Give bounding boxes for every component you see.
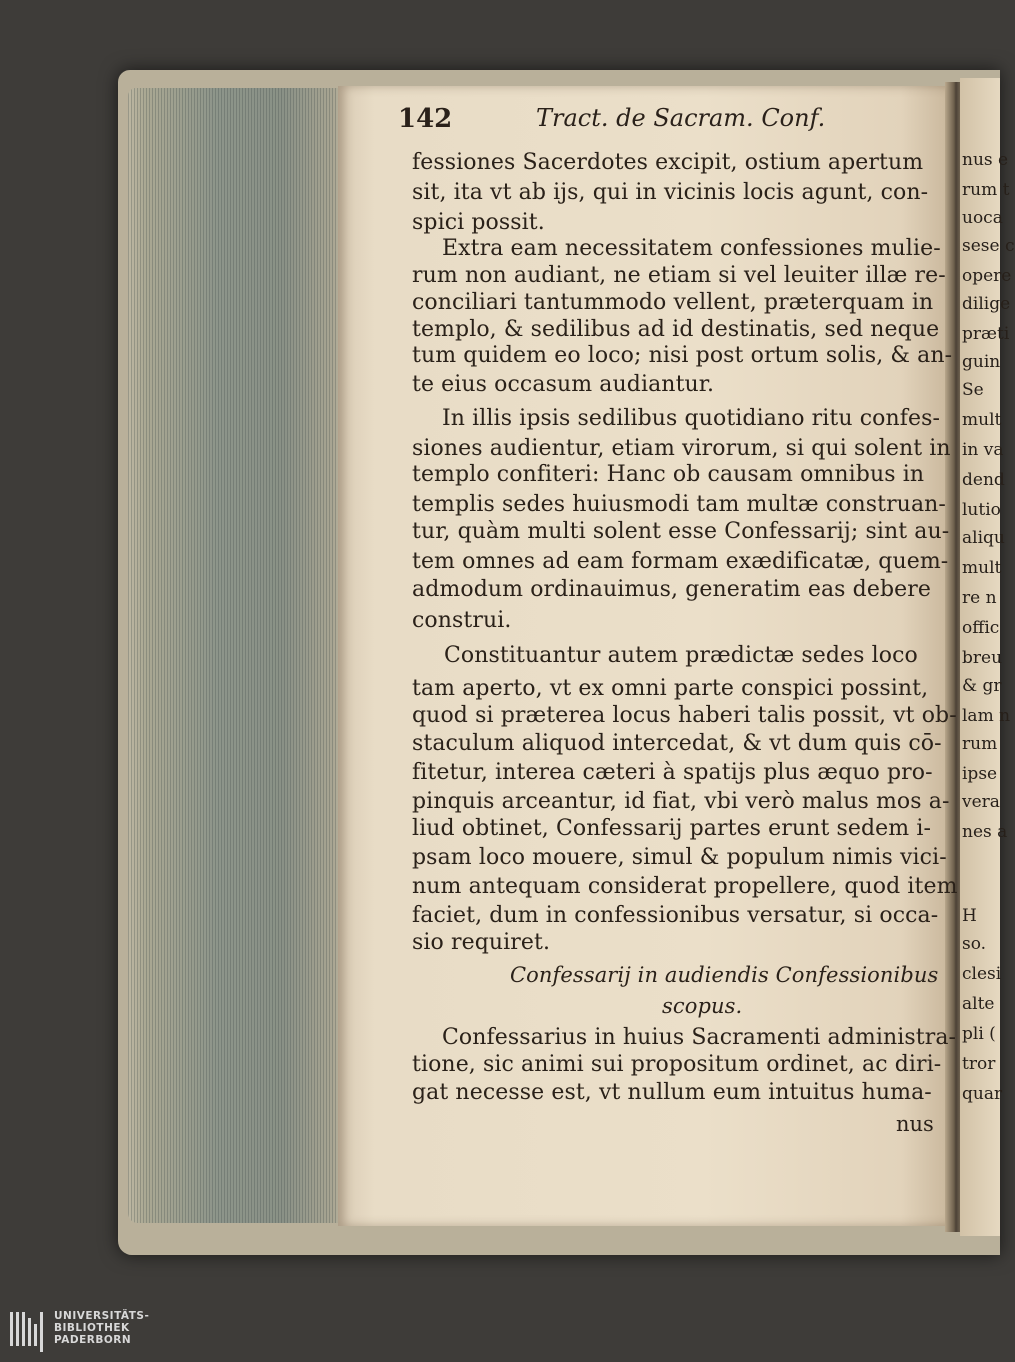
text-line: admodum ordinauimus, generatim eas debere <box>412 577 932 602</box>
text-line: tum quidem eo loco; nisi post ortum solis, & an- <box>412 343 953 368</box>
text-line: sio requiret. <box>412 930 551 955</box>
text-line: gat necesse est, vt nullum eum intuitus huma- <box>412 1080 932 1105</box>
library-logo-icon <box>10 1312 46 1358</box>
right-page-text-fragment: dend <box>962 470 1005 490</box>
right-page-text-fragment: aliqu <box>962 528 1005 548</box>
right-page-text-fragment: so. <box>962 934 987 954</box>
right-page-fragment <box>960 78 1015 1236</box>
text-line: In illis ipsis sedilibus quotidiano ritu confes- <box>442 406 941 431</box>
right-page-text-fragment: in va <box>962 440 1004 460</box>
text-line: spici possit. <box>412 210 545 235</box>
text-line: pinquis arceantur, id fiat, vbi verò malus mos a- <box>412 789 950 814</box>
right-page-text-fragment: lam n <box>962 706 1011 726</box>
right-page-text-fragment: præti <box>962 324 1010 344</box>
right-page-text-fragment: rum <box>962 734 998 754</box>
right-page-text-fragment: re n <box>962 588 997 608</box>
right-page-text-fragment: pli ( <box>962 1024 996 1044</box>
text-line: num antequam considerat propellere, quod item <box>412 874 958 899</box>
text-line: conciliari tantummodo vellent, præterquam in <box>412 290 934 315</box>
right-page-text-fragment: H <box>962 906 977 926</box>
right-page-text-fragment: sese c <box>962 236 1015 256</box>
right-page-text-fragment: ipse <box>962 764 998 784</box>
right-page-text-fragment: dilige <box>962 294 1011 314</box>
right-page-text-fragment: nus e <box>962 150 1009 170</box>
text-line: tur, quàm multi solent esse Confessarij; sint au- <box>412 519 950 544</box>
right-page-text-fragment: rum t <box>962 180 1010 200</box>
text-line: Extra eam necessitatem confessiones mulie- <box>442 236 941 261</box>
text-line: fitetur, interea cæteri à spatijs plus æquo pro- <box>412 760 933 785</box>
text-line: tam aperto, vt ex omni parte conspici possint, <box>412 676 929 701</box>
text-line: fessiones Sacerdotes excipit, ostium apertum <box>412 150 924 175</box>
right-page-text-fragment: quar <box>962 1084 1003 1104</box>
section-heading-line: scopus. <box>662 994 743 1018</box>
right-page-text-fragment: offic <box>962 618 1000 638</box>
page-header <box>398 104 938 138</box>
text-line: quod si præterea locus haberi talis possit, vt ob- <box>412 703 957 728</box>
catchword: nus <box>896 1112 934 1136</box>
text-line: rum non audiant, ne etiam si vel leuiter illæ re- <box>412 263 946 288</box>
text-line: tem omnes ad eam formam exædificatæ, quem- <box>412 549 949 574</box>
text-line: te eius occasum audiantur. <box>412 372 715 397</box>
right-page-text-fragment: mult <box>962 410 1002 430</box>
text-line: siones audientur, etiam virorum, si qui solent in <box>412 436 951 461</box>
page-edge-block <box>128 88 350 1223</box>
right-page-text-fragment: tror <box>962 1054 996 1074</box>
right-page-text-fragment: guin <box>962 352 1001 372</box>
logo-line-1: UNIVERSITÄTS- <box>54 1310 150 1322</box>
page-number: 142 <box>398 104 453 134</box>
library-logo <box>10 1310 210 1355</box>
text-line: templo, & sedilibus ad id destinatis, sed neque <box>412 317 940 342</box>
right-page-text-fragment: opere <box>962 266 1012 286</box>
right-page-text-fragment: breu <box>962 648 1003 668</box>
text-line: tione, sic animi sui propositum ordinet, ac diri- <box>412 1052 942 1077</box>
right-page-text-fragment: vera <box>962 792 1000 812</box>
right-page-text-fragment: uoca <box>962 208 1003 228</box>
text-line: templo confiteri: Hanc ob causam omnibus in <box>412 462 925 487</box>
text-line: Constituantur autem prædictæ sedes loco <box>444 643 918 668</box>
text-line: construi. <box>412 608 512 633</box>
text-line: Confessarius in huius Sacramenti administra- <box>442 1025 957 1050</box>
text-line: faciet, dum in confessionibus versatur, si occa- <box>412 903 939 928</box>
running-title: Tract. de Sacram. Conf. <box>536 104 826 132</box>
logo-line-2: BIBLIOTHEK <box>54 1322 130 1334</box>
right-page-text-fragment: alte <box>962 994 995 1014</box>
right-page-text-fragment: nes a <box>962 822 1008 842</box>
right-page-text-fragment: Se <box>962 380 984 400</box>
text-line: psam loco mouere, simul & populum nimis vici- <box>412 845 947 870</box>
right-page-text-fragment: mult <box>962 558 1002 578</box>
right-page-text-fragment: & gr <box>962 676 1002 696</box>
right-page-text-fragment: lutio <box>962 500 1001 520</box>
text-line: staculum aliquod intercedat, & vt dum quis cō- <box>412 731 942 756</box>
text-line: templis sedes huiusmodi tam multæ construan- <box>412 492 946 517</box>
text-line: liud obtinet, Confessarij partes erunt sedem i- <box>412 816 932 841</box>
logo-line-3: PADERBORN <box>54 1334 132 1346</box>
right-page-text-fragment: clesi <box>962 964 1002 984</box>
section-heading-line: Confessarij in audiendis Confessionibus <box>510 963 939 987</box>
text-line: sit, ita vt ab ijs, qui in vicinis locis agunt, con- <box>412 180 929 205</box>
